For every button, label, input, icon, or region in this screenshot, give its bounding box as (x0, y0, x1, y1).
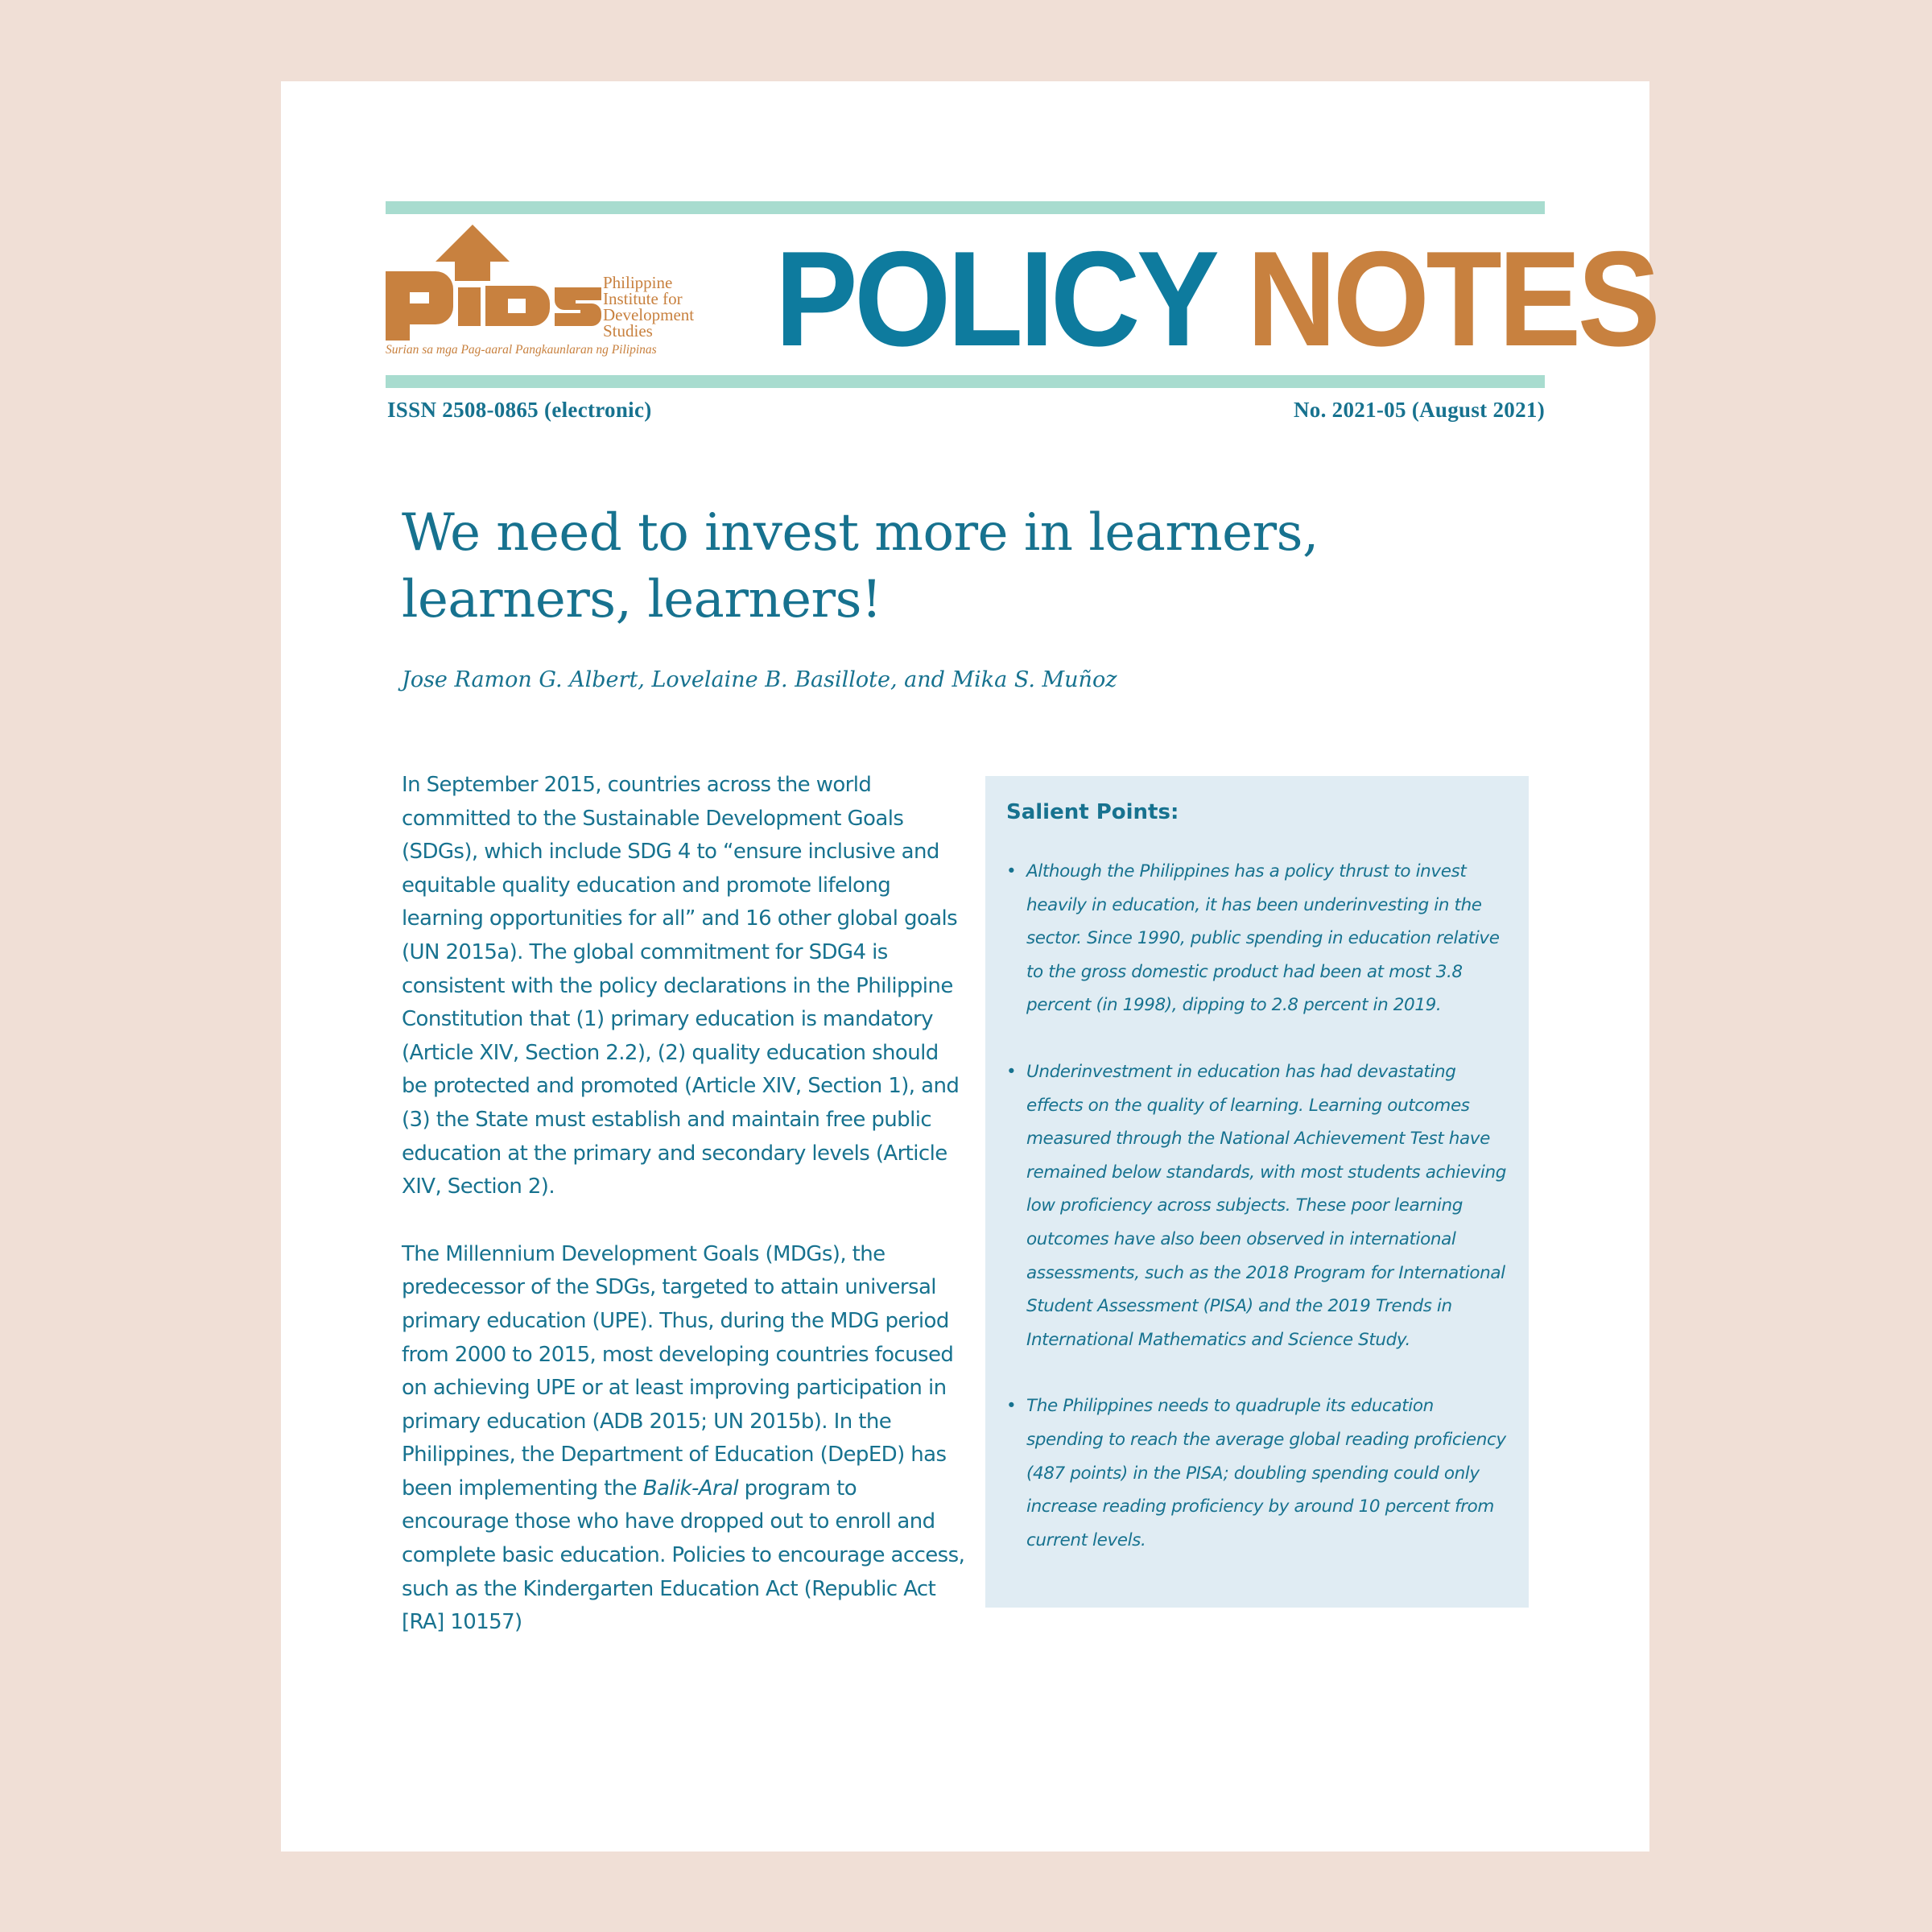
header-top-rule (386, 201, 1545, 214)
bullet-icon: • (1006, 1061, 1017, 1082)
issn-number: ISSN 2508-0865 (electronic) (387, 398, 652, 422)
salient-points-box (985, 776, 1529, 1608)
issue-number: No. 2021-05 (August 2021) (1293, 398, 1545, 422)
bullet-icon: • (1006, 861, 1017, 881)
salient-point-text: Although the Philippines has a policy thrust to invest heavily in education, it has been underinvesting in the sector. Since 1990, public spending in education relative to the gross domestic product had been at most 3.8 percent (in 1998), dipping to 2.8 percent in 2019. (1026, 861, 1500, 1016)
body-column (402, 769, 965, 1674)
institute-name-line: Institute for (603, 289, 683, 308)
salient-points-heading: Salient Points: (1006, 800, 1179, 824)
body-paragraph-1: In September 2015, countries across the world committed to the Sustainable Development Goals (SDGs), which include SDG 4 to “ensure inclusive and equitable quality education and promote lifelong learning opportunities for all” and 16 other global goals (UN 2015a). The global commitment for SDG4 is consistent with the policy declarations in the Philippine Constitution that (1) primary education is mandatory (Article XIV, Section 2.2), (2) quality education should be protected and promoted (Article XIV, Section 1), and (3) the State must establish and maintain free public education at the primary and secondary levels (Article XIV, Section 2). (402, 773, 960, 1199)
institute-name (603, 275, 694, 339)
title-line-2: learners, learners! (402, 570, 882, 630)
salient-points-list (1006, 855, 1508, 1557)
title-line-1: We need to invest more in learners, (402, 503, 1319, 563)
salient-point-text: The Philippines needs to quadruple its education spending to reach the average global reading proficiency (487 points) in the PISA; doubling spending could only increase reading proficiency by around 10 percent from current levels. (1026, 1396, 1506, 1550)
body-paragraph-2 (402, 1238, 965, 1640)
masthead-policy: POLICY (774, 223, 1216, 374)
salient-point (1006, 1055, 1508, 1356)
salient-point-text: Underinvestment in education has had devastating effects on the quality of learning. Learning outcomes measured through the National Achievement Test have remained below standards, with most students achieving low proficiency across subjects. These poor learning outcomes have also been observed in international assessments, such as the 2018 Program for International Student Assessment (PISA) and the 2019 Trends in International Mathematics and Science Study. (1026, 1061, 1506, 1350)
body-text: The Millennium Development Goals (MDGs), the predecessor of the SDGs, targeted to attain universal primary education (UPE). Thus, during the MDG period from 2000 to 2015, most developing countries focused on achieving UPE or at least improving participation in primary education (ADB 2015; UN 2015b). In the Philippines, the Department of Education (DepED) has been implementing the (402, 1241, 954, 1501)
header-bottom-rule (386, 375, 1545, 388)
body-text: program to encourage those who have dropped out to enroll and complete basic education. Policies to encourage access, such as the Kindergarten Education Act (Republic Act [RA] 10157) (402, 1476, 965, 1635)
salient-point (1006, 855, 1508, 1022)
policy-note-page (281, 81, 1657, 1852)
institute-name-line: Philippine (603, 273, 673, 292)
institute-name-line: Development (603, 305, 695, 324)
masthead-notes: NOTES (1246, 223, 1657, 374)
institute-name-line: Studies (603, 321, 653, 341)
salient-point (1006, 1389, 1508, 1557)
article-authors: Jose Ramon G. Albert, Lovelaine B. Basillote, and Mika S. Muñoz (402, 667, 1117, 692)
institute-tagline: Surian sa mga Pag-aaral Pangkaunlaran ng Pilipinas (386, 343, 657, 357)
article-title (402, 500, 1448, 634)
masthead-title (774, 223, 1657, 374)
pids-logo-icon (386, 225, 603, 341)
program-name: Balik-Aral (642, 1476, 739, 1501)
bullet-icon: • (1006, 1396, 1017, 1417)
